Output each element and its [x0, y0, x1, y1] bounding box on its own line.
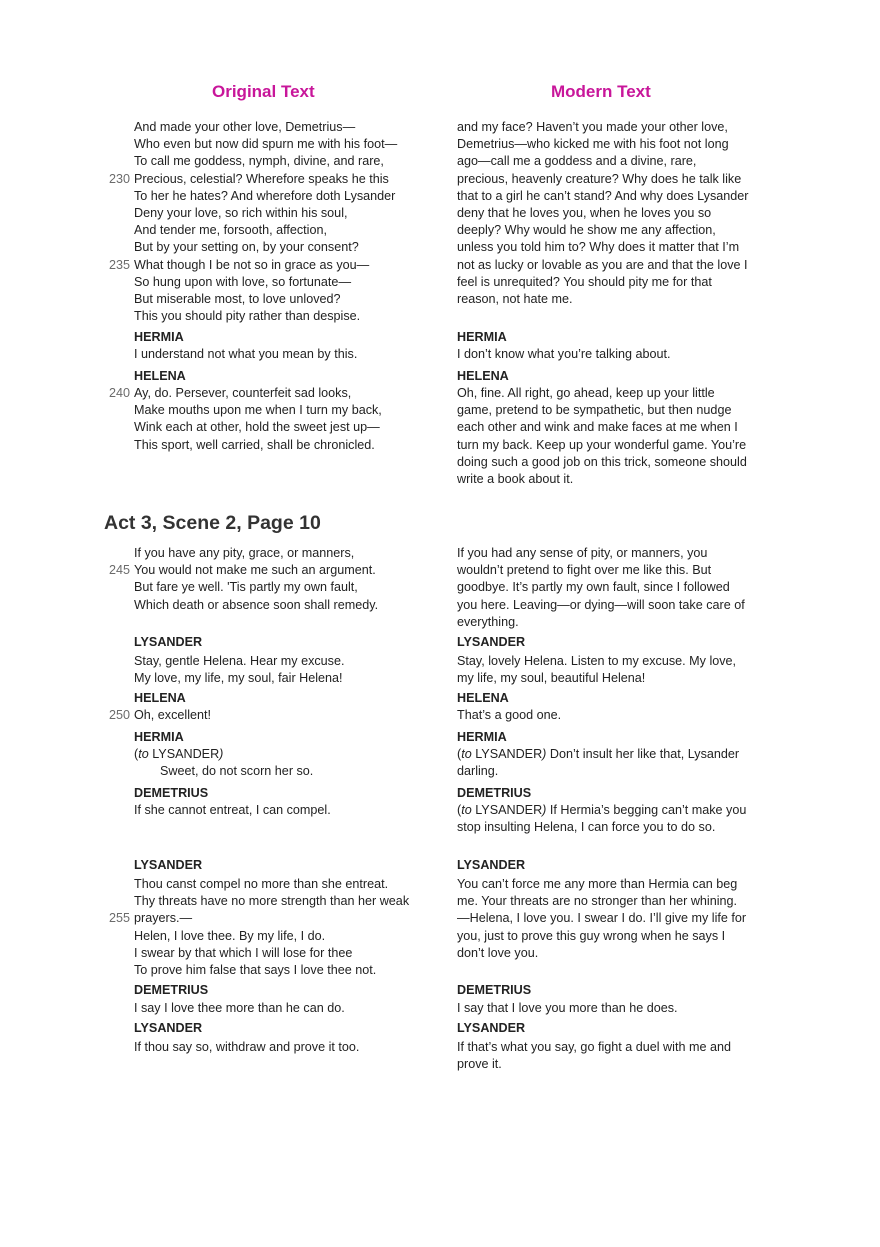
- verse-line: 245 You would not make me such an argument.: [134, 562, 434, 579]
- speaker-name: HELENA: [134, 369, 186, 383]
- verse-line: If you have any pity, grace, or manners,: [134, 546, 355, 560]
- modern-demetrius-claim: I say that I love you more than he does.: [457, 1001, 678, 1015]
- verse-line: My love, my life, my soul, fair Helena!: [134, 671, 343, 686]
- verse-line: Wink each at other, hold the sweet jest up—: [134, 420, 380, 435]
- original-helena-reply: [108, 385, 434, 454]
- verse-line: I swear by that which I will lose for thee: [134, 945, 353, 960]
- speaker-name: DEMETRIUS: [134, 786, 209, 800]
- modern-helena-quip: That’s a good one.: [457, 708, 562, 722]
- verse-line: Stay, gentle Helena. Hear my excuse.: [134, 654, 345, 668]
- original-helena-speech: [108, 119, 434, 325]
- original-lysander-plea: [134, 653, 434, 687]
- verse-line: And made your other love, Demetrius—: [134, 120, 356, 134]
- verse-line: To call me goddess, nymph, divine, and rare,: [134, 154, 384, 169]
- speaker-name: LYSANDER: [457, 635, 526, 649]
- speaker-name: LYSANDER: [457, 858, 526, 872]
- line-number: 235: [108, 257, 130, 272]
- original-demetrius-threat: If she cannot entreat, I can compel.: [134, 803, 331, 817]
- speaker-name: HERMIA: [134, 330, 184, 344]
- speaker-name: HERMIA: [457, 730, 507, 744]
- modern-helena-reply: Oh, fine. All right, go ahead, keep up your little game, pretend to be sympathetic, but then nudge each other and wink and make faces at me when I turn my back. Keep up your wonderful game. You’re doing such a good job on this trick, someone should write a book about it.: [457, 386, 747, 487]
- stage-direction: (to LYSANDER): [134, 747, 224, 761]
- verse-line: 255 prayers.—: [134, 910, 434, 927]
- speaker-name: HERMIA: [457, 330, 507, 344]
- verse-line: 235 What though I be not so in grace as you—: [134, 257, 434, 274]
- verse-line: And tender me, forsooth, affection,: [134, 223, 327, 238]
- line-number: 250: [108, 708, 130, 722]
- original-helena-quip: [108, 707, 434, 724]
- scene-title: Act 3, Scene 2, Page 10: [104, 512, 321, 534]
- verse-line: Who even but now did spurn me with his foot—: [134, 137, 398, 152]
- original-demetrius-claim: I say I love thee more than he can do.: [134, 1001, 345, 1015]
- original-lysander-vow: [108, 876, 434, 979]
- modern-lysander-plea: Stay, lovely Helena. Listen to my excuse. My love, my life, my soul, beautiful Helena!: [457, 654, 737, 686]
- verse-line: But miserable most, to love unloved?: [134, 292, 341, 307]
- verse-line: Make mouths upon me when I turn my back,: [134, 403, 382, 418]
- verse-line: This you should pity rather than despise.: [134, 309, 361, 324]
- modern-helena-farewell: If you had any sense of pity, or manners, you wouldn’t pretend to fight over me like this. But goodbye. It’s partly my own fault, since I followed you here. Leaving—or dying—will soon take care of everything.: [457, 546, 745, 629]
- speaker-name: LYSANDER: [134, 858, 203, 872]
- verse-line: To prove him false that says I love thee not.: [134, 963, 377, 978]
- verse-line: This sport, well carried, shall be chronicled.: [134, 437, 375, 452]
- line-number: 255: [108, 911, 130, 926]
- speaker-name: DEMETRIUS: [457, 983, 532, 997]
- verse-line: Thou canst compel no more than she entreat.: [134, 877, 389, 891]
- verse-line: To her he hates? And wherefore doth Lysander: [134, 188, 396, 203]
- modern-hermia-line: I don’t know what you’re talking about.: [457, 347, 671, 361]
- verse-line: Which death or absence soon shall remedy.: [134, 597, 379, 612]
- original-helena-farewell: [108, 545, 434, 614]
- speaker-name: LYSANDER: [457, 1021, 526, 1035]
- speaker-name: HELENA: [457, 691, 509, 705]
- original-hermia-line: I understand not what you mean by this.: [134, 347, 358, 361]
- line-number: 240: [108, 386, 130, 400]
- speaker-name: HERMIA: [134, 730, 184, 744]
- speaker-name: LYSANDER: [134, 635, 203, 649]
- modern-hermia-rebuke: (to LYSANDER) Don’t insult her like that, Lysander darling.: [457, 747, 740, 779]
- line-number: 245: [108, 563, 130, 578]
- verse-line: But fare ye well. 'Tis partly my own fault,: [134, 580, 358, 595]
- modern-text-header: Modern Text: [551, 82, 651, 101]
- speaker-name: LYSANDER: [134, 1021, 203, 1035]
- line-number: 230: [108, 171, 130, 186]
- modern-demetrius-threat: (to LYSANDER) If Hermia’s begging can’t make you stop insulting Helena, I can force you to do so.: [457, 803, 747, 835]
- verse-line: 230 Precious, celestial? Wherefore speaks he this: [134, 171, 434, 188]
- original-hermia-rebuke: Sweet, do not scorn her so.: [160, 764, 314, 778]
- verse-line: So hung upon with love, so fortunate—: [134, 274, 352, 289]
- verse-line: 240 Ay, do. Persever, counterfeit sad looks,: [134, 385, 434, 402]
- verse-line: 250 Oh, excellent!: [134, 707, 434, 724]
- original-lysander-challenge: If thou say so, withdraw and prove it too.: [134, 1040, 360, 1054]
- verse-line: Deny your love, so rich within his soul,: [134, 206, 348, 221]
- modern-lysander-challenge: If that’s what you say, go fight a duel with me and prove it.: [457, 1040, 731, 1072]
- speaker-name: DEMETRIUS: [457, 786, 532, 800]
- speaker-name: HELENA: [134, 691, 186, 705]
- verse-line: But by your setting on, by your consent?: [134, 240, 359, 255]
- modern-lysander-vow: You can’t force me any more than Hermia can beg me. Your threats are no stronger than her whining.—Helena, I love you. I swear I do. I’ll give my life for you, just to prove this guy wrong when he says I don’t love you.: [457, 877, 747, 960]
- modern-helena-speech: and my face? Haven’t you made your other love, Demetrius—who kicked me with his foot not long ago—call me a goddess and a divine, rare, precious, heavenly creature? Why does he talk like that to a girl he can’t stand? And why does Lysander deny that he loves you, when he loves you so deeply? Why would he show me any affection, unless you told him to? Why does it matter that I’m not as lucky or lovable as you are and that the love I feel is unrequited? You should pity me for that reason, not hate me.: [457, 120, 749, 307]
- speaker-name: HELENA: [457, 369, 509, 383]
- verse-line: Thy threats have no more strength than her weak: [134, 894, 410, 909]
- original-text-header: Original Text: [212, 82, 315, 101]
- speaker-name: DEMETRIUS: [134, 983, 209, 997]
- verse-line: Helen, I love thee. By my life, I do.: [134, 928, 326, 943]
